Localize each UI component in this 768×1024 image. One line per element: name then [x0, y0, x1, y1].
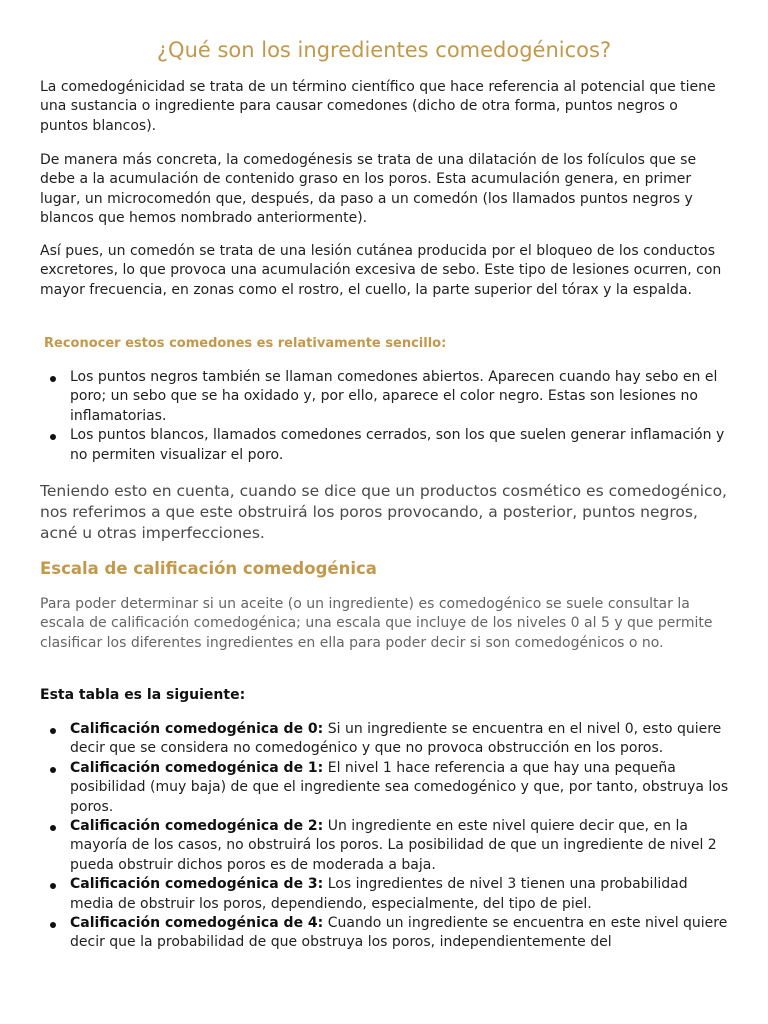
scale-label: Calificación comedogénica de 0:	[70, 721, 324, 737]
callout-text: Reconocer estos comedones es relativamente sencillo:	[44, 336, 447, 351]
table-intro: Esta tabla es la siguiente:	[40, 687, 246, 703]
list-item: Los puntos negros también se llaman comedones abiertos. Aparecen cuando hay sebo en el poro; un sebo que se ha oxidado y, por ello, aparece el color negro. Estas son lesiones no inflamatorias.	[40, 368, 730, 426]
scale-text: Un ingrediente en este nivel quiere decir que, en la mayoría de los casos, no obstruirá los poros. La posibilidad de que un ingrediente de nivel 2 pueda obstruir dichos poros es de moderada a baja.	[70, 818, 717, 873]
list-item	[40, 759, 730, 817]
intro-paragraph-2: De manera más concreta, la comedogénesis se trata de una dilatación de los folículos que se debe a la acumulación de contenido graso en los poros. Esta acumulación genera, en primer lugar, un microcomedón que, después, da paso a un comedón (los llamados puntos negros y blancos que hemos nombrado anteriormente).	[40, 152, 697, 227]
list-item	[40, 817, 730, 875]
comedones-list	[40, 368, 730, 465]
list-item	[40, 720, 730, 759]
scale-text: Cuando un ingrediente se encuentra en este nivel quiere decir que la probabilidad de que obstruya los poros, independientemente del	[70, 915, 728, 951]
intro-paragraph-3: Así pues, un comedón se trata de una lesión cutánea producida por el bloqueo de los conductos excretores, lo que provoca una acumulación excesiva de sebo. Este tipo de lesiones ocurren, con mayor frecuencia, en zonas como el rostro, el cuello, la parte superior del tórax y la espalda.	[40, 243, 722, 298]
scale-text: El nivel 1 hace referencia a que hay una pequeña posibilidad (muy baja) de que el ingrediente sea comedogénico y que, por tanto, obstruya los poros.	[70, 759, 729, 815]
scale-text: Si un ingrediente se encuentra en el nivel 0, esto quiere decir que se considera no comedogénico y que no provoca obstrucción en los poros.	[70, 721, 722, 757]
scale-list	[40, 720, 730, 953]
section-heading: Escala de calificación comedogénica	[40, 559, 377, 578]
scale-label: Calificación comedogénica de 2:	[70, 818, 324, 835]
page-title: ¿Qué son los ingredientes comedogénicos?	[156, 38, 612, 62]
scale-label: Calificación comedogénica de 4:	[70, 915, 324, 932]
scale-text: Los ingredientes de nivel 3 tienen una probabilidad media de obstruir los poros, dependiendo, especialmente, del tipo de piel.	[70, 876, 688, 912]
intro-paragraph-1: La comedogénicidad se trata de un término científico que hace referencia al potencial que tiene una sustancia o ingrediente para causar comedones (dicho de otra forma, puntos negros o puntos blancos).	[40, 79, 716, 134]
list-item	[40, 914, 730, 953]
section-paragraph: Para poder determinar si un aceite (o un ingrediente) es comedogénico se suele consultar la escala de calificación comedogénica; una escala que incluye de los niveles 0 al 5 y que permite clasificar los diferentes ingredientes en ella para poder decir si son comedogénicos o no.	[40, 596, 713, 651]
lead-paragraph: Teniendo esto en cuenta, cuando se dice que un productos cosmético es comedogénico, nos referimos a que este obstruirá los poros provocando, a posterior, puntos negros, acné u otras imperfecciones.	[40, 482, 727, 542]
list-item: Los puntos blancos, llamados comedones cerrados, son los que suelen generar inflamación y no permiten visualizar el poro.	[40, 426, 730, 465]
scale-label: Calificación comedogénica de 1:	[70, 759, 324, 776]
scale-label: Calificación comedogénica de 3:	[70, 876, 324, 893]
list-item	[40, 875, 730, 914]
